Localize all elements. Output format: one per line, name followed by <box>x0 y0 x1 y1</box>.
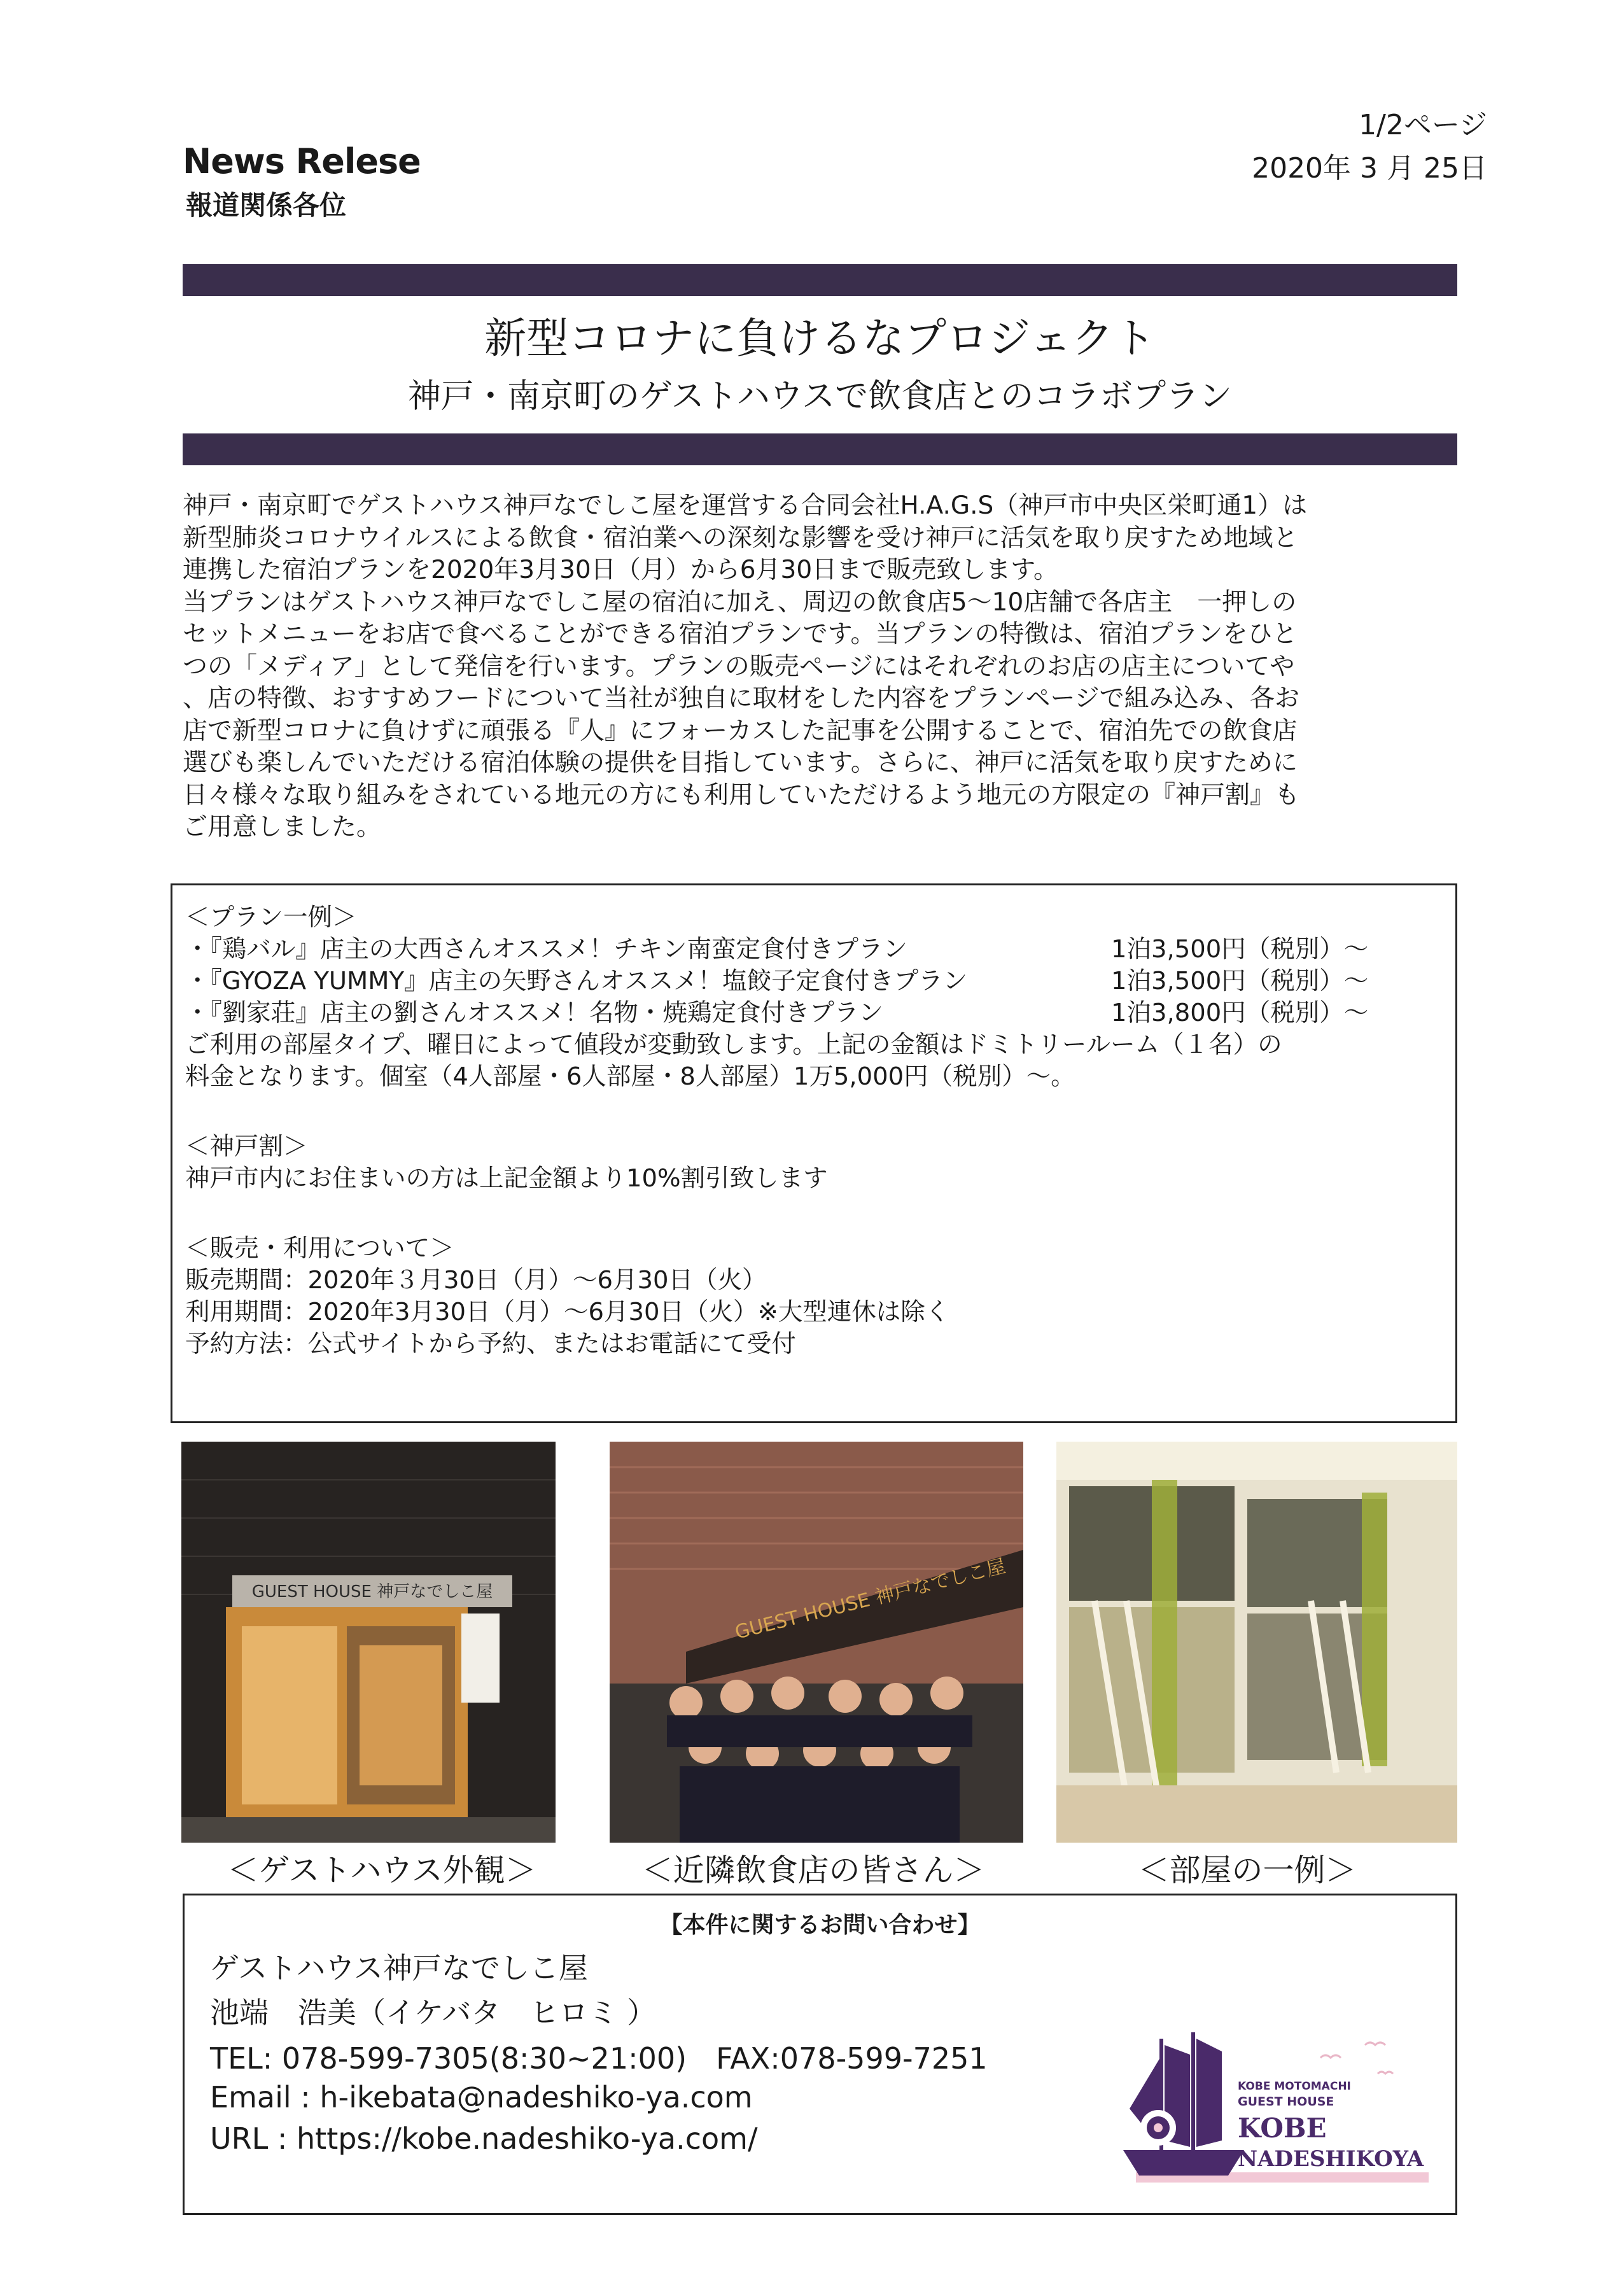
page-number: 1/2ページ <box>1359 109 1487 141</box>
sign-text: GUEST HOUSE 神戸なでしこ屋 <box>251 1582 493 1601</box>
contact-email[interactable]: Email : h-ikebata@nadeshiko-ya.com <box>210 2080 753 2114</box>
body-line: ご用意しました。 <box>183 813 382 841</box>
kobe-discount-heading: ＜神戸割＞ <box>185 1132 308 1161</box>
body-line: 当プランはゲストハウス神戸なでしこ屋の宿泊に加え、周辺の飲食店5～10店舗で各店主 一押しの <box>183 587 1297 617</box>
plan-item-price: 1泊3,500円（税別）～ <box>1111 967 1369 995</box>
contact-person: 池端 浩美（イケバタ ヒロミ ） <box>210 1995 656 2030</box>
main-title: 新型コロナに負けるなプロジェクト <box>484 314 1156 363</box>
caption-staff: ＜近隣飲食店の皆さん＞ <box>641 1852 985 1888</box>
logo-name-text: KOBE <box>1238 2113 1327 2144</box>
plan-item-price: 1泊3,500円（税別）～ <box>1111 935 1369 964</box>
body-line: 選びも楽しんでいただける宿泊体験の提供を目指しています。さらに、神戸に活気を取り戻すために <box>183 749 1298 777</box>
title-bar-bottom <box>183 433 1457 465</box>
plan-box <box>171 883 1457 1423</box>
body-line: 連携した宿泊プランを2020年3月30日（月）から6月30日まで販売致します。 <box>183 556 1059 584</box>
sub-title: 神戸・南京町のゲストハウスで飲食店とのコラボプラン <box>407 377 1233 416</box>
plan-item-name: ・『鶏バル』店主の大西さんオススメ！チキン南蛮定食付きプラン <box>185 935 907 964</box>
photo-guesthouse-exterior <box>181 1442 556 1843</box>
plan-item-price: 1泊3,800円（税別）～ <box>1111 999 1369 1027</box>
sign-text: GUEST HOUSE 神戸なでしこ屋 <box>732 1555 1008 1644</box>
use-period: 利用期間：2020年3月30日（月）～6月30日（火）※大型連休は除く <box>185 1298 950 1326</box>
caption-exterior: ＜ゲストハウス外観＞ <box>227 1852 536 1888</box>
contact-heading: 【本件に関するお問い合わせ】 <box>659 1912 981 1938</box>
news-release-title: News Relese <box>183 141 421 181</box>
photo-room-example <box>1056 1442 1457 1843</box>
contact-box <box>183 1894 1457 2215</box>
plan-item-name: ・『劉家荘』店主の劉さんオススメ！名物・焼鶏定食付きプラン <box>185 999 883 1027</box>
body-text <box>183 490 1457 844</box>
body-line: 新型肺炎コロナウイルスによる飲食・宿泊業への深刻な影響を受け神戸に活気を取り戻すため地域と <box>183 523 1298 552</box>
contact-url[interactable]: URL : https://kobe.nadeshiko-ya.com/ <box>210 2121 758 2156</box>
caption-room: ＜部屋の一例＞ <box>1138 1852 1357 1888</box>
release-date: 2020年 3 月 25日 <box>1252 152 1487 185</box>
title-bar-top <box>183 264 1457 296</box>
booking-method: 予約方法：公式サイトから予約、またはお電話にて受付 <box>185 1330 796 1358</box>
plan-note: ご利用の部屋タイプ、曜日によって値段が変動致します。上記の金額はドミトリールーム（１名）の <box>185 1030 1282 1059</box>
logo-small-text: KOBE MOTOMACHI <box>1238 2080 1351 2093</box>
plan-item-name: ・『GYOZA YUMMY』店主の矢野さんオススメ！塩餃子定食付きプラン <box>185 967 968 995</box>
recipients: 報道関係各位 <box>186 190 347 221</box>
body-line: 神戸・南京町でゲストハウス神戸なでしこ屋を運営する合同会社H.A.G.S（神戸市中央区栄町通1）は <box>183 491 1308 520</box>
body-line: 店で新型コロナに負けずに頑張る『人』にフォーカスした記事を公開することで、宿泊先での飲食店 <box>183 716 1298 745</box>
kobe-discount-text: 神戸市内にお住まいの方は上記金額より10%割引致します <box>185 1164 828 1193</box>
body-line: セットメニューをお店で食べることができる宿泊プランです。当プランの特徴は、宿泊プランをひと <box>183 620 1298 649</box>
sales-heading: ＜販売・利用について＞ <box>185 1234 454 1263</box>
photo-restaurant-staff <box>610 1442 1023 1843</box>
logo-small-text: GUEST HOUSE <box>1238 2095 1334 2109</box>
body-line: つの「メディア」として発信を行います。プランの販売ページにはそれぞれのお店の店主についてや <box>183 652 1295 681</box>
logo-name-text: NADESHIKOYA <box>1238 2146 1424 2172</box>
nadeshikoya-logo <box>1110 2020 1429 2191</box>
body-line: 日々様々な取り組みをされている地元の方にも利用していただけるよう地元の方限定の『神戸割』も <box>183 780 1300 810</box>
contact-org: ゲストハウス神戸なでしこ屋 <box>210 1951 588 1985</box>
plan-heading: ＜プラン一例＞ <box>185 903 357 932</box>
body-line: 、店の特徴、おすすめフードについて当社が独自に取材をした内容をプランページで組み込み、各お <box>183 684 1300 713</box>
plan-note: 料金となります。個室（4人部屋・6人部屋・8人部屋）1万5,000円（税別）～。 <box>185 1062 1075 1091</box>
contact-phone: TEL: 078-599-7305(8:30~21:00) FAX:078-599-7251 <box>210 2041 988 2076</box>
sales-period: 販売期間：2020年３月30日（月）～6月30日（火） <box>185 1266 767 1295</box>
